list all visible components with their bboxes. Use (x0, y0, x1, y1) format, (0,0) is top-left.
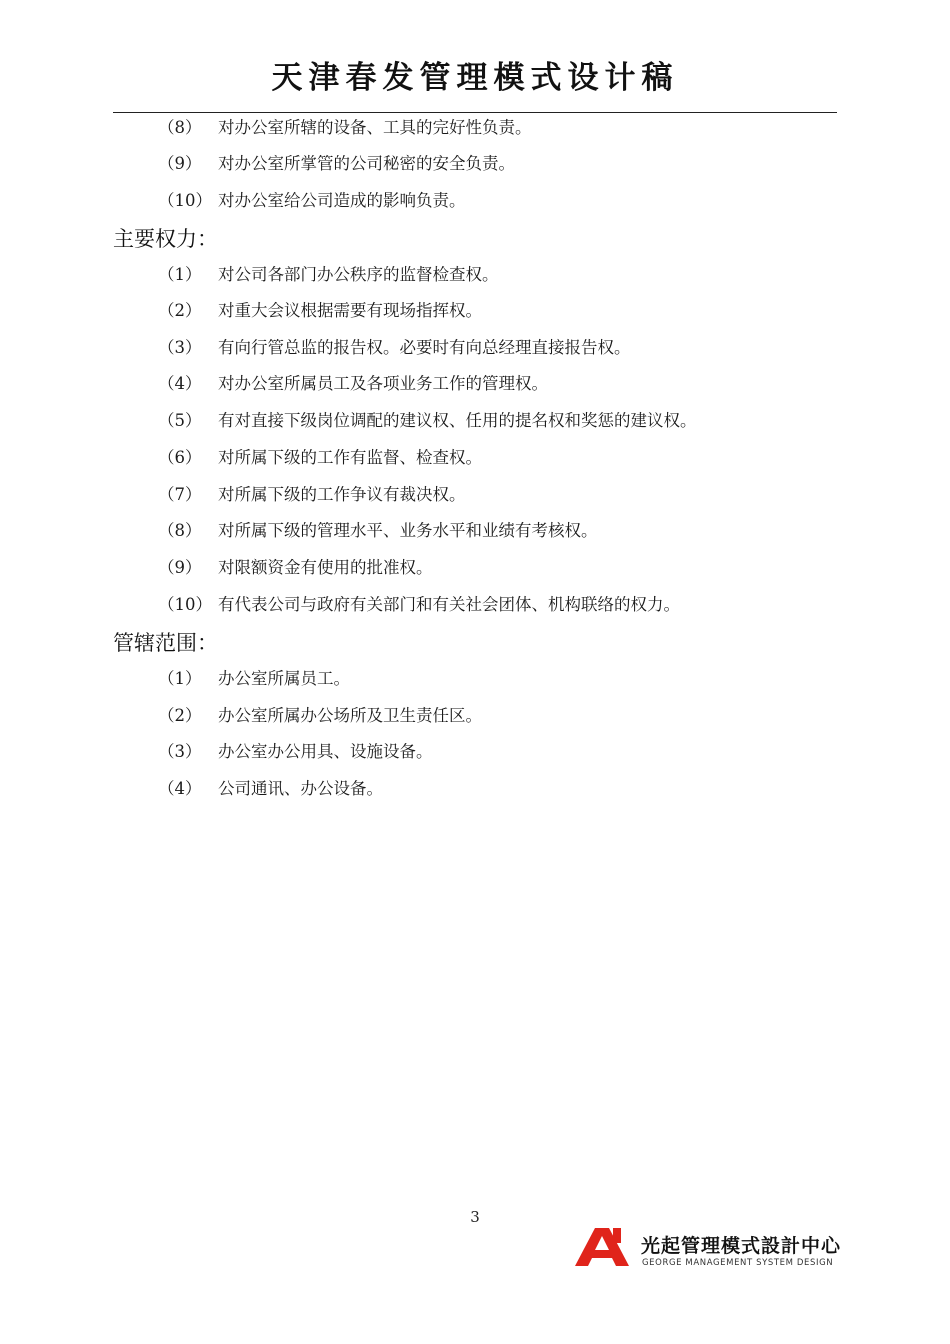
header-divider (113, 112, 837, 113)
page-number: 3 (470, 1208, 480, 1226)
item-number: （4） (158, 779, 202, 798)
section-heading-scope: 管辖范围： (113, 631, 218, 655)
item-number: （2） (158, 706, 202, 725)
list-item (158, 557, 433, 579)
section-heading-powers: 主要权力： (113, 227, 218, 251)
item-number: （1） (158, 669, 202, 688)
item-number: （2） (158, 301, 202, 320)
item-text: 对办公室所辖的设备、工具的完好性负责。 (218, 118, 532, 137)
item-number: （10） (158, 595, 212, 614)
item-number: （10） (158, 191, 212, 210)
item-text: 对所属下级的管理水平、业务水平和业绩有考核权。 (218, 521, 598, 540)
list-item (158, 520, 598, 542)
list-item (158, 190, 466, 212)
logo-mark-icon (575, 1228, 635, 1268)
item-number: （4） (158, 374, 202, 393)
list-item (158, 741, 433, 763)
list-item (158, 594, 680, 616)
list-item (158, 705, 482, 727)
document-title: 天津春发管理模式设计稿 (271, 60, 679, 96)
logo-tagline: GEORGE MANAGEMENT SYSTEM DESIGN (642, 1258, 834, 1268)
item-number: （8） (158, 118, 202, 137)
item-text: 办公室所属办公场所及卫生责任区。 (218, 706, 482, 725)
item-text: 对限额资金有使用的批准权。 (218, 558, 433, 577)
list-item (158, 117, 532, 139)
list-item (158, 300, 482, 322)
list-item (158, 153, 515, 175)
item-text: 有对直接下级岗位调配的建议权、任用的提名权和奖惩的建议权。 (218, 411, 697, 430)
item-number: （9） (158, 154, 202, 173)
item-number: （3） (158, 742, 202, 761)
item-number: （5） (158, 411, 202, 430)
list-item (158, 668, 350, 690)
list-item (158, 410, 697, 432)
item-text: 办公室所属员工。 (218, 669, 350, 688)
list-item (158, 337, 631, 359)
list-item (158, 373, 548, 395)
item-text: 对办公室所属员工及各项业务工作的管理权。 (218, 374, 548, 393)
item-text: 对公司各部门办公秩序的监督检查权。 (218, 265, 499, 284)
item-text: 公司通讯、办公设备。 (218, 779, 383, 798)
item-number: （8） (158, 521, 202, 540)
item-text: 对办公室所掌管的公司秘密的安全负责。 (218, 154, 515, 173)
item-number: （1） (158, 265, 202, 284)
item-text: 对重大会议根据需要有现场指挥权。 (218, 301, 482, 320)
item-text: 有代表公司与政府有关部门和有关社会团体、机构联络的权力。 (218, 595, 680, 614)
item-number: （9） (158, 558, 202, 577)
list-item (158, 484, 466, 506)
item-text: 办公室办公用具、设施设备。 (218, 742, 433, 761)
list-item (158, 778, 383, 800)
item-text: 对所属下级的工作争议有裁决权。 (218, 485, 466, 504)
item-number: （3） (158, 338, 202, 357)
list-item (158, 447, 482, 469)
item-text: 有向行管总监的报告权。必要时有向总经理直接报告权。 (218, 338, 631, 357)
list-item (158, 264, 499, 286)
item-text: 对所属下级的工作有监督、检查权。 (218, 448, 482, 467)
logo-name: 光起管理模式設計中心 (641, 1235, 842, 1257)
company-logo (575, 1228, 845, 1274)
item-number: （7） (158, 485, 202, 504)
item-number: （6） (158, 448, 202, 467)
item-text: 对办公室给公司造成的影响负责。 (218, 191, 466, 210)
